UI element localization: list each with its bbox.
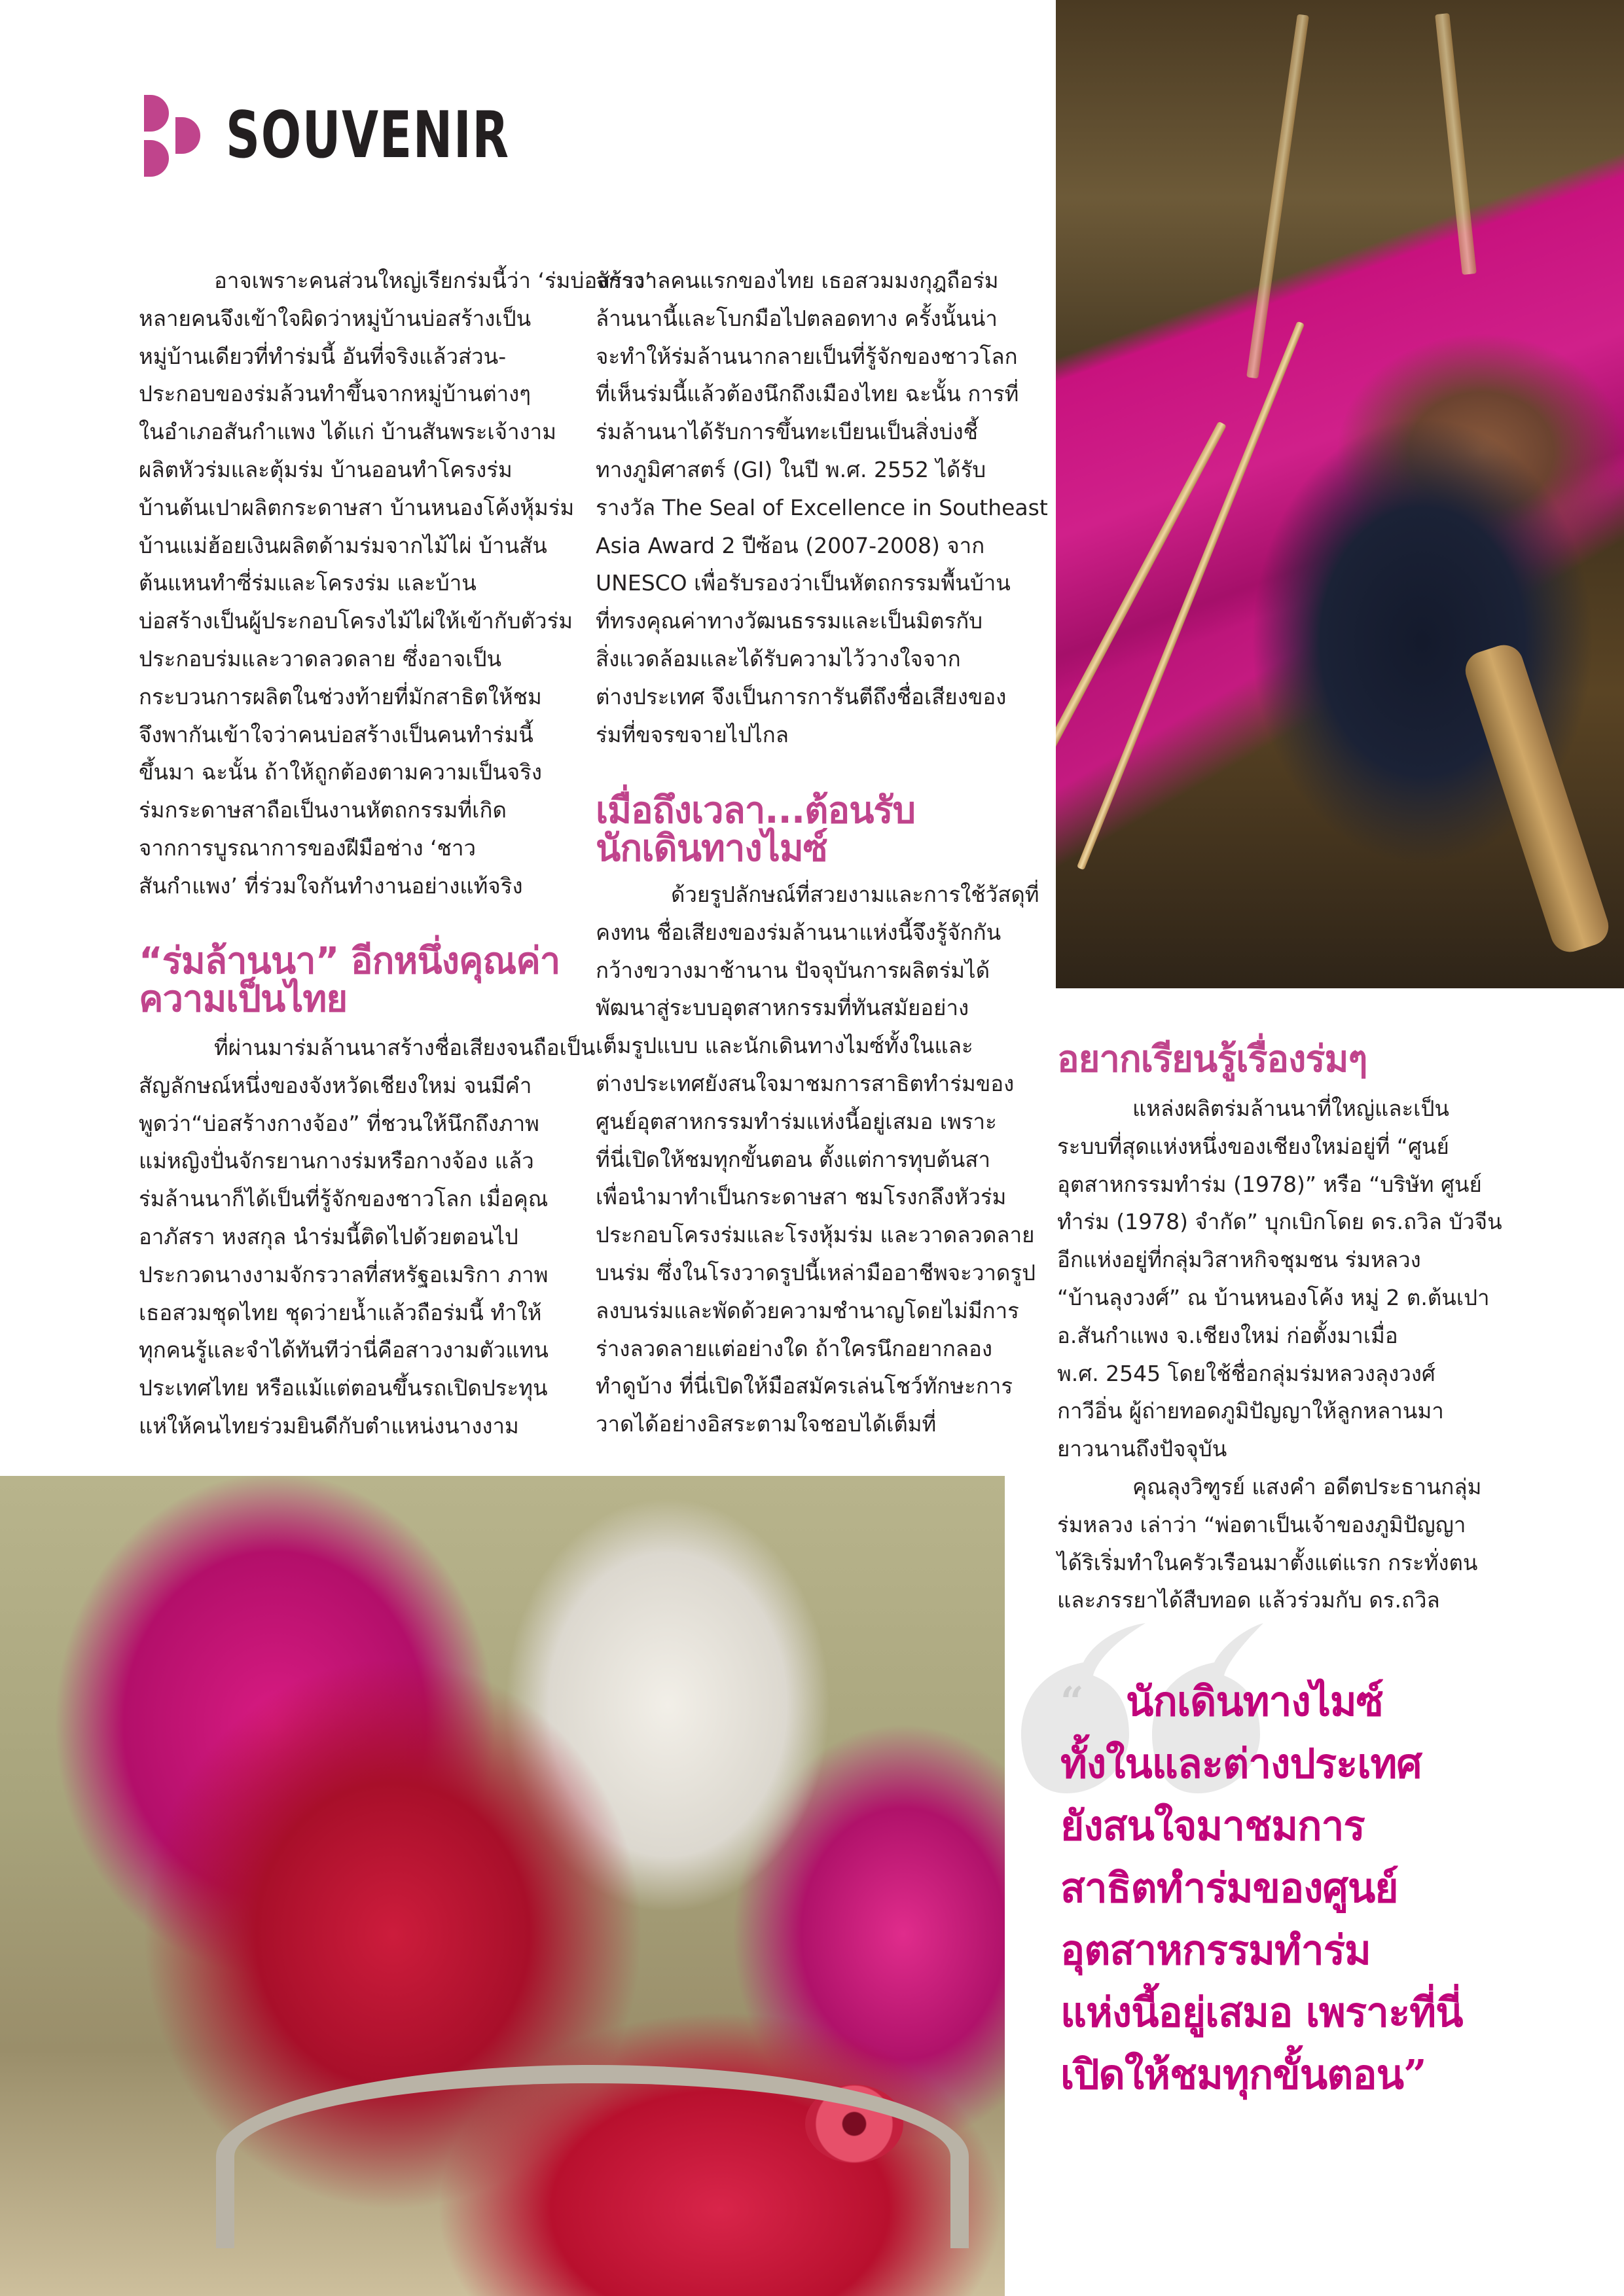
text-line: ศูนย์อุตสาหกรรมทำร่มแห่งนี้อยู่เสมอ เพราะ — [596, 1108, 997, 1134]
pull-quote-line: เปิดให้ชมทุกขั้นตอน — [1060, 2051, 1403, 2098]
text-line: ร่มที่ขจรขจายไปไกล — [596, 721, 789, 747]
text-line: พูดว่า“บ่อสร้างกางจ้อง” ที่ชวนให้นึกถึงภาพ — [139, 1110, 539, 1136]
heading-line: เมื่อถึงเวลา...ต้อนรับ — [596, 789, 916, 832]
text-line: เต็มรูปแบบ และนักเดินทางไมซ์ทั้งในและ — [596, 1033, 973, 1059]
text-line: ทำดูบ้าง ที่นี่เปิดให้มือสมัครเล่นโชว์ทักษะการ — [596, 1373, 1013, 1399]
text-line: บ้านแม่ฮ้อยเงินผลิตด้ามร่มจากไม้ไผ่ บ้านสัน — [139, 532, 547, 558]
text-line: สัญลักษณ์หนึ่งของจังหวัดเชียงใหม่ จนมีคำ — [139, 1072, 532, 1098]
text-line: ประเทศไทย หรือแม้แต่ตอนขึ้นรถเปิดประทุน — [139, 1375, 548, 1401]
text-line: ประกอบของร่มล้วนทำขึ้นจากหมู่บ้านต่างๆ — [139, 381, 532, 407]
text-line: สันกำแพง’ ที่ร่วมใจกันทำงานอย่างแท้จริง — [139, 872, 523, 899]
text-line: จักรวาลคนแรกของไทย เธอสวมมงกุฎถือร่ม — [596, 268, 999, 293]
text-line: บ้านต้นเปาผลิตกระดาษสา บ้านหนองโค้งหุ้มร่ม — [139, 494, 575, 520]
column-1-para-1 — [139, 262, 651, 905]
text-line: รางวัล The Seal of Excellence in Southeast — [596, 494, 1048, 520]
text-line: ผลิตหัวร่มและตุ้มร่ม บ้านออนทำโครงร่ม — [139, 456, 513, 482]
text-line: แม่หญิงปั่นจักรยานกางร่มหรือกางจ้อง แล้ว — [139, 1148, 534, 1174]
open-quote-icon: “ — [1060, 1677, 1083, 1725]
close-quote-icon: ” — [1403, 2051, 1426, 2098]
text-line: จากการบูรณาการของฝีมือช่าง ‘ชาว — [139, 834, 477, 861]
umbrella-making-photo — [1056, 0, 1624, 988]
text-line: ร่มกระดาษสาถือเป็นงานหัตถกรรมที่เกิด — [139, 797, 507, 823]
heading-line: นักเดินทางไมซ์ — [596, 827, 827, 870]
heading-line: ความเป็นไทย — [139, 978, 348, 1020]
heading-rom-lanna — [139, 942, 560, 1018]
text-line: ทำร่ม (1978) จำกัด” บุกเบิกโดย ดร.ถวิล บัวจีน — [1057, 1209, 1502, 1235]
text-line: กระบวนการผลิตในช่วงท้ายที่มักสาธิตให้ชม — [139, 683, 542, 709]
text-line: “บ้านลุงวงศ์” ณ บ้านหนองโค้ง หมู่ 2 ต.ต้นเปา — [1057, 1284, 1490, 1310]
text-line: แห่ให้คนไทยร่วมยินดีกับตำแหน่งนางงาม — [139, 1412, 519, 1439]
column-3-para-1 — [1057, 1090, 1502, 1619]
pull-quote-line: ยังสนใจมาชมการ — [1060, 1802, 1365, 1850]
text-line: กาวีอิ่น ผู้ถ่ายทอดภูมิปัญญาให้ลูกหลานมา — [1057, 1398, 1444, 1424]
column-1-para-2 — [139, 1029, 595, 1445]
text-line: Asia Award 2 ปีซ้อน (2007-2008) จาก — [596, 532, 985, 558]
text-line: ที่นี่เปิดให้ชมทุกขั้นตอน ตั้งแต่การทุบต้นสา — [596, 1146, 990, 1172]
pull-quote — [1060, 1670, 1463, 2106]
text-line: อุตสาหกรรมทำร่ม (1978)” หรือ “บริษัท ศูนย์ — [1057, 1171, 1482, 1197]
heading-welcome-mice — [596, 789, 916, 870]
pull-quote-line: ทั้งในและต่างประเทศ — [1060, 1740, 1422, 1787]
text-line: คุณลุงวิฑูรย์ แสงคำ อดีตประธานกลุ่ม — [1132, 1473, 1482, 1499]
text-line: และภรรยาได้สืบทอด แล้วร่วมกับ ดร.ถวิล — [1057, 1587, 1440, 1613]
pull-quote-line: นักเดินทางไมซ์ — [1126, 1677, 1383, 1725]
text-line: อาจเพราะคนส่วนใหญ่เรียกร่มนี้ว่า ‘ร่มบ่อสร้าง’ — [214, 268, 652, 293]
pull-quote-line: สาธิตทำร่มของศูนย์ — [1060, 1864, 1398, 1912]
text-line: อาภัสรา หงสกุล นำร่มนี้ติดไปด้วยตอนไป — [139, 1223, 518, 1249]
text-line: บ่อสร้างเป็นผู้ประกอบโครงไม้ไผ่ให้เข้ากับตัวร่ม — [139, 608, 573, 634]
text-line: เพื่อนำมาทำเป็นกระดาษสา ชมโรงกลึงหัวร่ม — [596, 1184, 1007, 1210]
text-line: พ.ศ. 2545 โดยใช้ชื่อกลุ่มร่มหลวงลุงวงศ์ — [1057, 1360, 1435, 1386]
text-line: ยาวนานถึงปัจจุบัน — [1057, 1436, 1227, 1462]
column-2-para-2 — [596, 876, 1039, 1443]
text-line: อ.สันกำแพง จ.เชียงใหม่ ก่อตั้งมาเมื่อ — [1057, 1322, 1398, 1348]
text-line: UNESCO เพื่อรับรองว่าเป็นหัตถกรรมพื้นบ้าน — [596, 570, 1011, 596]
text-line: ขึ้นมา ฉะนั้น ถ้าให้ถูกต้องตามความเป็นจริง — [139, 759, 542, 785]
text-line: ประกอบโครงร่มและโรงหุ้มร่ม และวาดลวดลาย — [596, 1222, 1035, 1248]
text-line: ต่างประเทศยังสนใจมาชมการสาธิตทำร่มของ — [596, 1070, 1015, 1096]
text-line: ร่มล้านนาได้รับการขึ้นทะเบียนเป็นสิ่งบ่งชี้ — [596, 419, 979, 445]
text-line: ร่มหลวง เล่าว่า “พ่อตาเป็นเจ้าของภูมิปัญญา — [1057, 1511, 1466, 1537]
text-line: จะทำให้ร่มล้านนากลายเป็นที่รู้จักของชาวโลก — [596, 343, 1018, 369]
text-line: แหล่งผลิตร่มล้านนาที่ใหญ่และเป็น — [1132, 1096, 1449, 1121]
text-line: ประกวดนางงามจักรวาลที่สหรัฐอเมริกา ภาพ — [139, 1261, 549, 1287]
pull-quote-line: อุตสาหกรรมทำร่ม — [1060, 1926, 1371, 1974]
paper-umbrellas-bucket-photo — [0, 1476, 1005, 2296]
text-line: ที่ผ่านมาร่มล้านนาสร้างชื่อเสียงจนถือเป็น — [214, 1035, 596, 1060]
text-line: เธอสวมชุดไทย ชุดว่ายน้ำแล้วถือร่มนี้ ทำให้ — [139, 1299, 542, 1325]
text-line: ล้านนานี้และโบกมือไปตลอดทาง ครั้งนั้นน่า — [596, 305, 998, 331]
text-line: พัฒนาสู่ระบบอุตสาหกรรมที่ทันสมัยอย่าง — [596, 995, 969, 1021]
section-logo-icon — [144, 95, 206, 177]
text-line: บนร่ม ซึ่งในโรงวาดรูปนี้เหล่ามืออาชีพจะวาดรูป — [596, 1259, 1036, 1285]
text-line: ร่มล้านนาก็ได้เป็นที่รู้จักของชาวโลก เมื่อคุณ — [139, 1186, 549, 1212]
text-line: สิ่งแวดล้อมและได้รับความไว้วางใจจาก — [596, 645, 961, 672]
text-line: วาดได้อย่างอิสระตามใจชอบได้เต็มที่ — [596, 1411, 937, 1437]
column-2-para-1 — [596, 262, 1048, 753]
text-line: หมู่บ้านเดียวที่ทำร่มนี้ อันที่จริงแล้วส่วน- — [139, 343, 507, 369]
text-line: ร่างลวดลายแต่อย่างใด ถ้าใครนึกอยากลอง — [596, 1335, 992, 1361]
text-line: ลงบนร่มและพัดด้วยความชำนาญโดยไม่มีการ — [596, 1297, 1019, 1323]
text-line: ระบบที่สุดแห่งหนึ่งของเชียงใหม่อยู่ที่ “ศูนย์ — [1057, 1133, 1449, 1159]
text-line: ต่างประเทศ จึงเป็นการการันตีถึงชื่อเสียงของ — [596, 683, 1007, 709]
text-line: ด้วยรูปลักษณ์ที่สวยงามและการใช้วัสดุที่ — [671, 882, 1039, 907]
heading-line: “ร่มล้านนา” อีกหนึ่งคุณค่า — [139, 940, 560, 982]
heading-learn-umbrellas: อยากเรียนรู้เรื่องร่มๆ — [1057, 1038, 1367, 1081]
text-line: กว้างขวางมาช้านาน ปัจจุบันการผลิตร่มได้ — [596, 957, 990, 983]
text-line: ทางภูมิศาสตร์ (GI) ในปี พ.ศ. 2552 ได้รับ — [596, 456, 986, 482]
section-title: SOUVENIR — [226, 98, 510, 173]
text-line: อีกแห่งอยู่ที่กลุ่มวิสาหกิจชุมชน ร่มหลวง — [1057, 1247, 1421, 1273]
text-line: ที่เห็นร่มนี้แล้วต้องนึกถึงเมืองไทย ฉะนั้น การที่ — [596, 381, 1019, 407]
text-line: ได้ริเริ่มทำในครัวเรือนมาตั้งแต่แรก กระทั่งตน — [1057, 1549, 1478, 1575]
text-line: จึงพากันเข้าใจว่าคนบ่อสร้างเป็นคนทำร่มนี้ — [139, 721, 533, 747]
text-line: ต้นแหนทำซี่ร่มและโครงร่ม และบ้าน — [139, 570, 477, 596]
text-line: ในอำเภอสันกำแพง ได้แก่ บ้านสันพระเจ้างาม — [139, 419, 556, 445]
pull-quote-line: แห่งนี้อยู่เสมอ เพราะที่นี่ — [1060, 1988, 1463, 2036]
text-line: ประกอบร่มและวาดลวดลาย ซึ่งอาจเป็น — [139, 645, 502, 672]
text-line: คงทน ชื่อเสียงของร่มล้านนาแห่งนี้จึงรู้จักกัน — [596, 919, 1001, 945]
text-line: ทุกคนรู้และจำได้ทันทีว่านี่คือสาวงามตัวแทน — [139, 1337, 549, 1363]
text-line: ที่ทรงคุณค่าทางวัฒนธรรมและเป็นมิตรกับ — [596, 608, 983, 634]
text-line: หลายคนจึงเข้าใจผิดว่าหมู่บ้านบ่อสร้างเป็น — [139, 305, 532, 331]
